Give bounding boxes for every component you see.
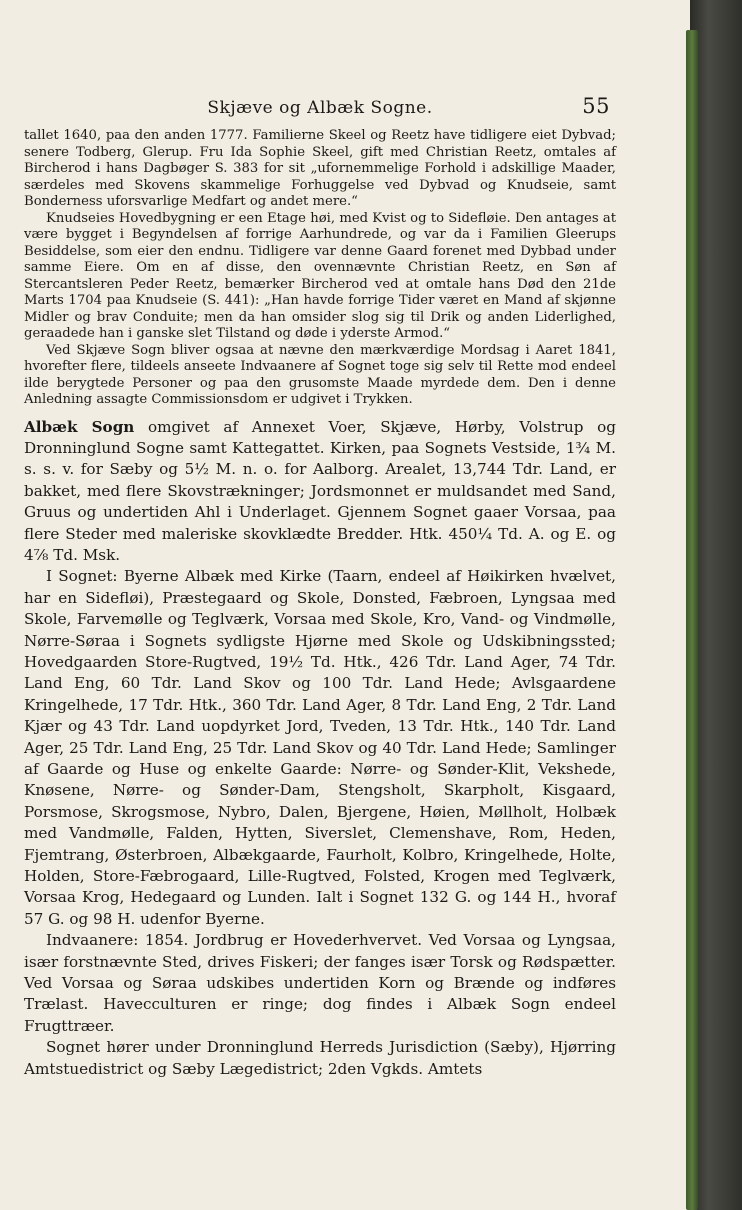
page-header — [30, 94, 610, 124]
page-body — [24, 128, 616, 1080]
paragraph-text: omgivet af Annexet Voer, Skjæve, Hørby, Volstrup og Dronninglund Sogne samt Kattegattet. Kirken, paa Sognets Vestside, 1¾ M. s. s. v. for Sæby og 5½ M. n. o. for Aalborg. Arealet, 13,744 Tdr. Land, er bakket, med flere Skovstrækninger; Jordsmonnet er muldsandet med Sand, Gruus og undertiden Ahl i Underlaget. Gjennem Sognet gaaer Vorsaa, paa flere Steder med maleriske skovklædte Bredder. Htk. 450¼ Td. A. og E. og 4⅞ Td. Msk. — [24, 417, 616, 564]
paragraph: Knudseies Hovedbygning er een Etage høi, med Kvist og to Sidefløie. Den antages at være bygget i Begyndelsen af forrige Aarhundrede, og var da i Familien Gleerups Besiddelse, som eier den endnu. Tidligere var denne Gaard forenet med Dybbad under samme Eiere. Om en af disse, den ovennævnte Christian Reetz, en Søn af Stercantsleren Peder Reetz, bemærker Bircherod ved at omtale hans Død den 21de Marts 1704 paa Knudseie (S. 441): „Han havde forrige Tider været en Mand af skjønne Midler og brav Conduite; men da han omsider slog sig til Drik og anden Liderlighed, geraadede han i ganske slet Tilstand og døde i yderste Armod.“ — [24, 210, 616, 341]
paragraph: tallet 1640, paa den anden 1777. Familierne Skeel og Reetz have tidligere eiet Dybvad; senere Todberg, Glerup. Fru Ida Sophie Skeel, gift med Christian Reetz, omtales af Bircherod i hans Dagbøger S. 383 for sit „ufornemmelige Forhold i adskillige Maader, særdeles med Skovens skammelige Forhuggelse ved Dybvad og Knudseie, samt Bonderness uforsvarlige Medfart og andet mere.“ — [24, 128, 616, 209]
paragraph-text: I Sognet: Byerne Albæk med Kirke (Taarn, endeel af Høikirken hvælvet, har en Sidefløi), Præstegaard og Skole, Donsted, Fæbroen, Lyngsaa med Skole, Farvemølle og Teglværk, Vorsaa med Skole, Kro, Vand- og Vindmølle, Nørre-Søraa i Sognets sydligste Hjørne med Skole og Udskibningssted; Hovedgaarden Store-Rugtved, 19½ Td. Htk., 426 Tdr. Land Ager, 74 Tdr. Land Eng, 60 Tdr. Land Skov og 100 Tdr. Land Hede; Avlsgaardene Kringelhede, 17 Tdr. Htk., 360 Tdr. Land Ager, 8 Tdr. Land Eng, 2 Tdr. Land Kjær og 43 Tdr. Land uopdyrket Jord, Tveden, 13 Tdr. Htk., 140 Tdr. Land Ager, 25 Tdr. Land Eng, 25 Tdr. Land Skov og 40 Tdr. Land Hede; Samlinger af Gaarde og Huse og enkelte Gaarde: Nørre- og Sønder-Klit, Vekshede, Knøsene, Nørre- og Sønder-Dam, Stengsholt, Skarpholt, Kisgaard, Porsmose, Skrogsmose, Nybro, Dalen, Bjergene, Høien, Møllholt, Holbæk med Vandmølle, Falden, Hytten, Siverslet, Clemenshave, Rom, Heden, Fjemtrang, Østerbroen, Albækgaarde, Faurholt, Kolbro, Kringelhede, Holte, Holden, Store-Fæbrogaard, Lille-Rugtved, Folsted, Krogen med Teglværk, Vorsaa Krog, Hedegaard og Lunden. Ialt i Sognet 132 G. og 144 H., hvoraf 57 G. og 98 H. udenfor Byerne. — [24, 567, 616, 928]
paragraph — [24, 1037, 616, 1080]
paragraph: Ved Skjæve Sogn bliver ogsaa at nævne den mærkværdige Mordsag i Aaret 1841, hvorefter flere, tildeels anseete Indvaanere af Sognet toge sig selv til Rette mod endeel ilde berygtede Personer og paa den grusomste Maade myrdede dem. Den i denne Anledning assagte Commissionsdom er udgivet i Trykken. — [24, 342, 616, 407]
paragraph-text: Sognet hører under Dronninglund Herreds Jurisdiction (Sæby), Hjørring Amtstuedistrict og Sæby Lægedistrict; 2den Vgkds. Amtets — [24, 1038, 616, 1078]
paragraph — [24, 566, 616, 930]
main-text-section — [24, 417, 616, 1081]
bookmark-ribbon — [686, 30, 698, 1210]
paragraph — [24, 930, 616, 1037]
section-heading: Albæk Sogn — [24, 417, 135, 436]
running-title: Skjæve og Albæk Sogne. — [207, 98, 433, 118]
paragraph — [24, 417, 616, 567]
page-number: 55 — [582, 94, 610, 118]
paragraph-text: Indvaanere: 1854. Jordbrug er Hovederhvervet. Ved Vorsaa og Lyngsaa, især forstnævnte Sted, drives Fiskeri; der fanges især Torsk og Rødspætter. Ved Vorsaa og Søraa udskibes undertiden Korn og Brænde og indføres Trælast. Havecculturen er ringe; dog findes i Albæk Sogn endeel Frugttræer. — [24, 931, 616, 1035]
small-print-section — [24, 128, 616, 409]
